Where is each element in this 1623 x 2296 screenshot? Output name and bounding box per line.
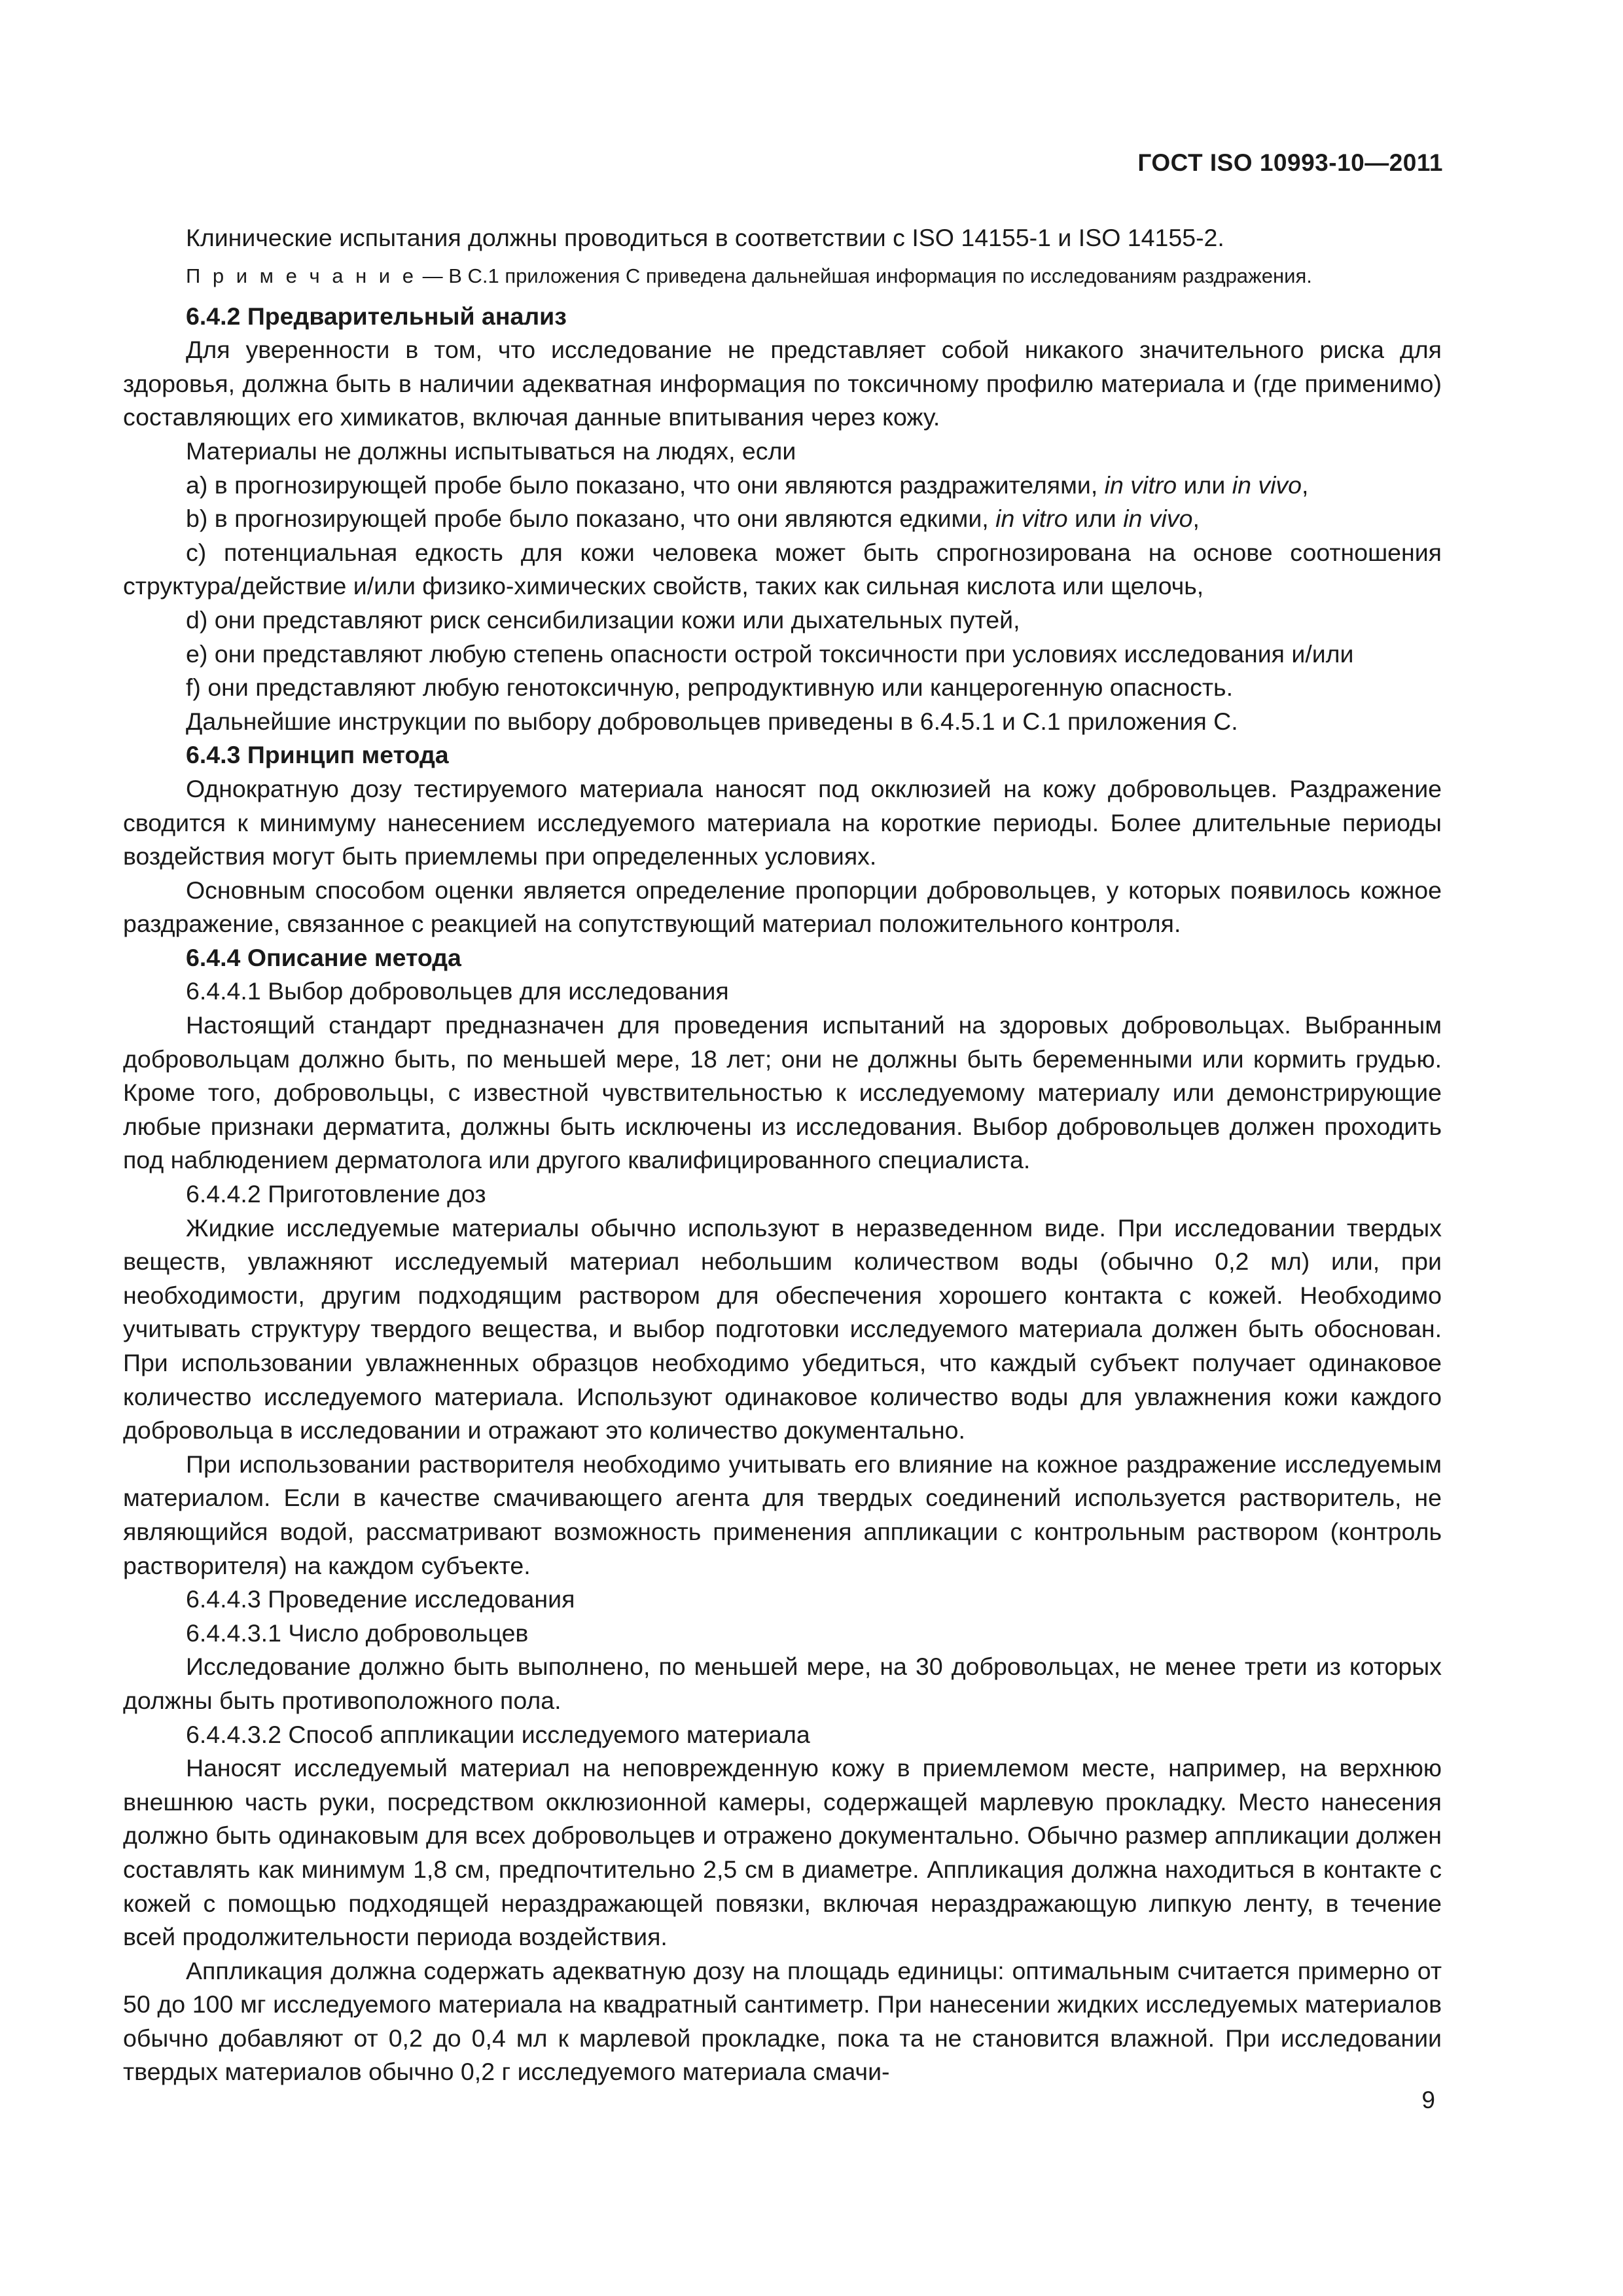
text-run: b) в прогнозирующей пробе было показано, что они являются едкими, — [186, 505, 996, 533]
paragraph: Для уверенности в том, что исследование не представляет собой никакого значительного риска для здоровья, должна быть в наличии адекватная информация по токсичному профилю материала и (где применимо) составляющих его химикатов, включая данные впитывания через кожу. — [123, 336, 1442, 431]
paragraph: Основным способом оценки является определение пропорции добровольцев, у которых появилось кожное раздражение, связанное с реакцией на сопутствующий материал положительного контроля. — [123, 876, 1442, 938]
page-number: 9 — [1421, 2087, 1435, 2113]
subsection-heading: 6.4.4.3.1 Число добровольцев — [186, 1619, 529, 1647]
list-item-c: с) потенциальная едкость для кожи человека может быть спрогнозирована на основе соотношения структура/действие и/или физико-химических свойств, таких как сильная кислота или щелочь, — [123, 538, 1442, 600]
standard-header: ГОСТ ISO 10993-10—2011 — [1137, 149, 1443, 176]
subsection-heading: 6.4.4.3.2 Способ аппликации исследуемого материала — [186, 1720, 810, 1748]
list-item-b — [123, 502, 1442, 536]
list-item-e: е) они представляют любую степень опасности острой токсичности при условиях исследования и/или — [186, 639, 1354, 668]
italic-run: in vitro — [995, 505, 1068, 533]
paragraph: При использовании растворителя необходимо учитывать его влияние на кожное раздражение исследуемым материалом. Если в качестве смачивающего агента для твердых соединений используется растворитель, не являющийся водой, рассматривают возможность применения аппликации с контрольным раствором (контроль растворителя) на каждом субъекте. — [123, 1450, 1442, 1579]
paragraph: Материалы не должны испытываться на людях, если — [186, 437, 796, 465]
italic-run: in vivo — [1123, 505, 1193, 533]
subsection-heading: 6.4.4.1 Выбор добровольцев для исследования — [186, 977, 729, 1005]
section-heading-6-4-2: 6.4.2 Предварительный анализ — [186, 302, 567, 330]
paragraph: Жидкие исследуемые материалы обычно используют в неразведенном виде. При исследовании твердых веществ, увлажняют исследуемый материал небольшим количеством воды (обычно 0,2 мл) или, при необходимости, другим подходящим раствором для обеспечения хорошего контакта с кожей. Необходимо учитывать структуру твердого вещества, и выбор подготовки исследуемого материала должен быть обоснован. При использовании увлажненных образцов необходимо убедиться, что каждый субъект получает одинаковое количество исследуемого материала. Используют одинаковое количество воды для увлажнения кожи каждого добровольца в исследовании и отражают это количество документально. — [123, 1213, 1442, 1444]
section-heading-6-4-3: 6.4.3 Принцип метода — [186, 741, 449, 769]
section-heading-6-4-4: 6.4.4 Описание метода — [186, 943, 461, 971]
subsection-heading: 6.4.4.2 Приготовление доз — [186, 1180, 486, 1208]
paragraph: Аппликация должна содержать адекватную дозу на площадь единицы: оптимальным считается примерно от 50 до 100 мг исследуемого материала на квадратный сантиметр. При нанесении жидких исследуемых материалов обычно добавляют от 0,2 до 0,4 мл к марлевой прокладке, пока та не становится влажной. При исследовании твердых материалов обычно 0,2 г исследуемого материала смачи- — [123, 1956, 1442, 2086]
text-run: , — [1192, 505, 1200, 533]
text-run: или — [1177, 471, 1232, 499]
note-label: П р и м е ч а н и е — [186, 264, 417, 287]
paragraph: Настоящий стандарт предназначен для проведения испытаний на здоровых добровольцах. Выбранным добровольцам должно быть, по меньшей мере, 18 лет; они не должны быть беременными или кормить грудью. Кроме того, добровольцы, с известной чувствительностью к исследуемому материалу или демонстрирующие любые признаки дерматита, должны быть исключены из исследования. Выбор добровольцев должен проходить под наблюдением дерматолога или другого квалифицированного специалиста. — [123, 1011, 1442, 1174]
list-item-a — [123, 469, 1442, 503]
italic-run: in vivo — [1232, 471, 1302, 499]
paragraph: Однократную дозу тестируемого материала наносят под окклюзией на кожу добровольцев. Раздражение сводится к минимуму нанесением исследуемого материала на короткие периоды. Более длительные периоды воздействия могут быть приемлемы при определенных условиях. — [123, 774, 1442, 870]
note-text: — В С.1 приложения С приведена дальнейшая информация по исследованиям раздражения. — [416, 264, 1312, 287]
list-item-f: f) они представляют любую генотоксичную, репродуктивную или канцерогенную опасность. — [186, 673, 1233, 702]
text-run: а) в прогнозирующей пробе было показано, что они являются раздражителями, — [186, 471, 1105, 499]
text-run: , — [1302, 471, 1309, 499]
intro-paragraph: Клинические испытания должны проводиться в соответствии с ISO 14155-1 и ISO 14155-2. — [186, 224, 1224, 251]
list-item-d: d) они представляют риск сенсибилизации кожи или дыхательных путей, — [186, 605, 1020, 634]
note-paragraph — [123, 262, 1442, 291]
document-body — [123, 221, 1442, 2089]
italic-run: in vitro — [1104, 471, 1177, 499]
paragraph: Наносят исследуемый материал на неповрежденную кожу в приемлемом месте, например, на верхнюю внешнюю часть руки, посредством окклюзионной камеры, содержащей марлевую прокладку. Место нанесения должно быть одинаковым для всех добровольцев и отражено документально. Обычно размер аппликации должен составлять как минимум 1,8 см, предпочтительно 2,5 см в диаметре. Аппликация должна находиться в контакте с кожей с помощью подходящей нераздражающей повязки, включая нераздражающую липкую ленту, в течение всей продолжительности периода воздействия. — [123, 1754, 1442, 1951]
paragraph: Исследование должно быть выполнено, по меньшей мере, на 30 добровольцах, не менее трети из которых должны быть противоположного пола. — [123, 1653, 1442, 1714]
text-run: или — [1067, 505, 1124, 533]
subsection-heading: 6.4.4.3 Проведение исследования — [186, 1585, 575, 1613]
paragraph: Дальнейшие инструкции по выбору добровольцев приведены в 6.4.5.1 и С.1 приложения С. — [186, 707, 1238, 735]
